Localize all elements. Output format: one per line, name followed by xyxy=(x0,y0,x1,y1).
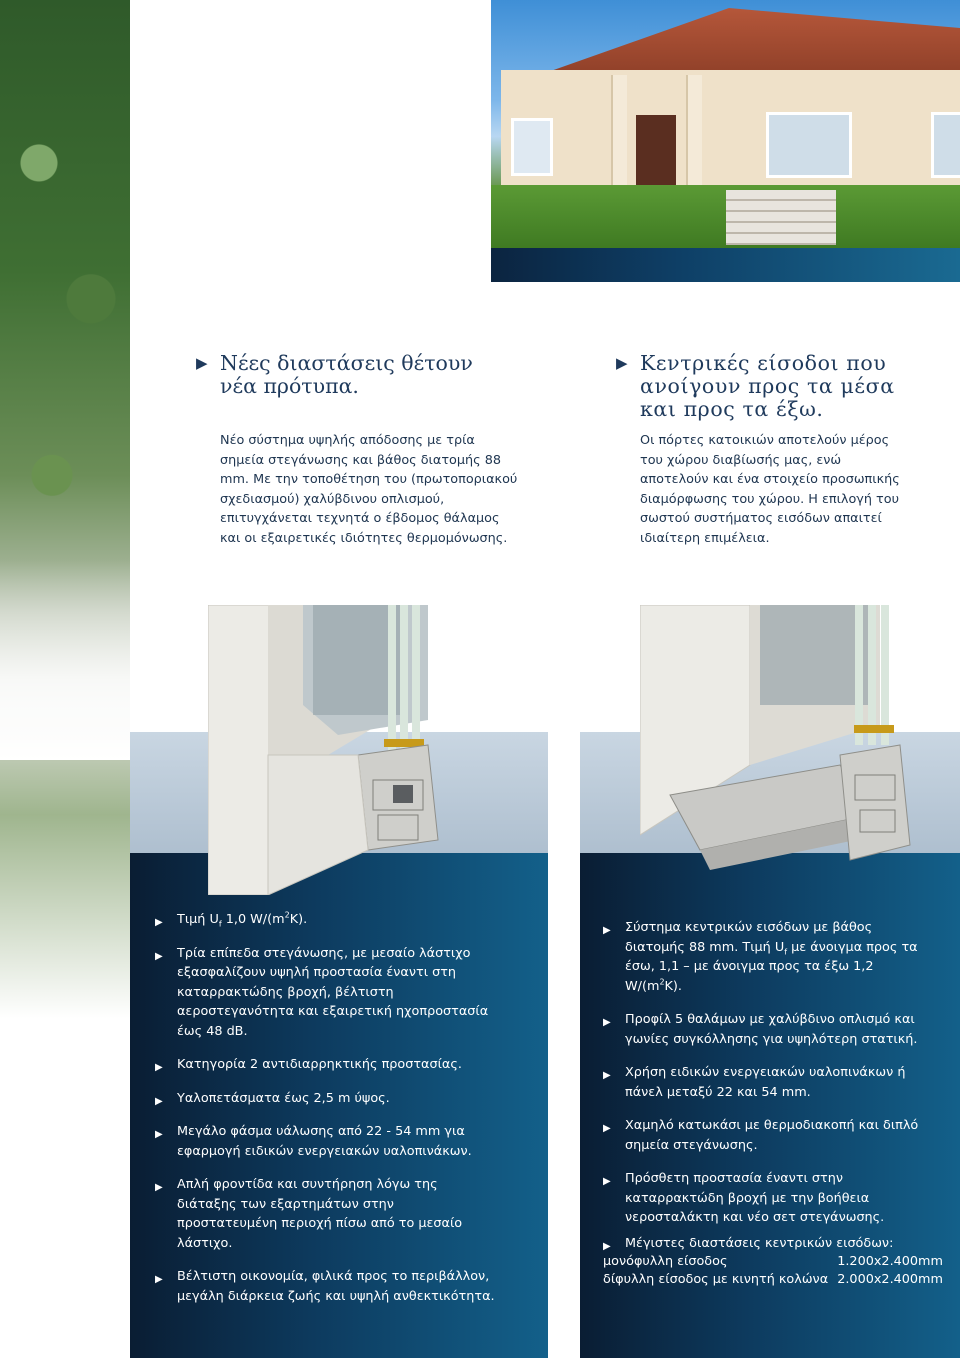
triangle-right-icon: ▶ xyxy=(155,950,163,962)
triangle-right-icon: ▶ xyxy=(603,1241,611,1252)
list-item: ▶ Βέλτιστη οικονομία, φιλικά προς το περιβάλλον, μεγάλη διάρκεια ζωής και υψηλή ανθεκτικότητα. xyxy=(155,1269,495,1304)
dimension-row: δίφυλλη είσοδος με κινητή κολώνα 2.000x2.400mm xyxy=(603,1272,943,1287)
list-item: ▶ Σύστημα κεντρικών εισόδων με βάθος διατομής 88 mm. Τιμή $U_f$ με άνοιγμα προς τα έσω, 1,1 – με άνοιγμα προς τα έξω 1,2 $W/(m^2K)$. xyxy=(603,920,918,994)
dimension-row: μονόφυλλη είσοδος 1.200x2.400mm xyxy=(603,1254,943,1269)
triangle-right-icon: ▶ xyxy=(155,1129,163,1140)
house-roof xyxy=(531,8,960,78)
list-item: ▶ Κατηγορία 2 αντιδιαρρηκτικής προστασίας. xyxy=(155,1055,495,1075)
photo-fade xyxy=(0,560,130,760)
list-item: ▶ Απλή φροντίδα και συντήρηση λόγω της διάταξης των εξαρτημάτων στην προστατευμένη περιοχή πίσω από το μεσαίο λάστιχο. xyxy=(155,1177,463,1251)
triangle-right-icon: ▶ xyxy=(155,917,163,928)
list-item: ▶ Χρήση ειδικών ενεργειακών υαλοπινάκων ή πάνελ μεταξύ 22 και 54 mm. xyxy=(603,1065,906,1100)
left-intro: Νέο σύστημα υψηλής απόδοσης με τρία σημεία στεγάνωσης και βάθος διατομής 88 mm. Με την τοποθέτηση του (πρωτοποριακού σχεδιασμού) χαλύβδινου οπλισμού, επιτυγχάνεται τεχνητά ο έβδομος θάλαμος και οι εξαιρετικές ιδιότητες θερμομόνωσης. xyxy=(220,433,518,546)
triangle-right-icon: ▶ xyxy=(196,354,208,372)
triangle-right-icon: ▶ xyxy=(155,1274,163,1285)
triangle-right-icon: ▶ xyxy=(155,1095,163,1107)
window-profile-image xyxy=(208,605,548,895)
house-facade xyxy=(501,70,960,190)
door-profile-image xyxy=(640,605,960,895)
list-item: ▶ Χαμηλό κατωκάσι με θερμοδιακοπή και διπλό σημεία στεγάνωσης. xyxy=(603,1118,919,1153)
left-heading: Νέες διαστάσεις θέτουν νέα πρότυπα. xyxy=(220,351,473,398)
left-feature-list xyxy=(155,910,495,1320)
door-dimensions xyxy=(603,1235,943,1289)
triangle-right-icon: ▶ xyxy=(155,1182,163,1193)
right-heading-block xyxy=(616,352,926,421)
triangle-right-icon: ▶ xyxy=(616,354,628,372)
list-item: ▶ Πρόσθετη προστασία έναντι στην καταρρακτώδη βροχή με την βοήθεια νεροσταλάκτη και νέο σετ στεγάνωσης. xyxy=(603,1171,885,1225)
left-heading-block xyxy=(196,352,496,398)
list-item: ▶ Μεγάλο φάσμα υάλωσης από 22 - 54 mm για εφαρμογή ειδικών ενεργειακών υαλοπινάκων. xyxy=(155,1124,472,1159)
list-item: ▶ Τιμή $U_f$ 1,0 $W/(m^2K)$. xyxy=(155,910,495,930)
house-steps xyxy=(726,190,836,245)
list-item: ▶ Τρία επίπεδα στεγάνωσης, με μεσαίο λάστιχο εξασφαλίζουν υψηλή προστασία έναντι στη καταρρακτώδης βροχή, βέλτιστη αεροστεγανότητα και εξαιρετική ηχοπροστασία έως 48 dB. xyxy=(155,945,489,1039)
header-blue-bar xyxy=(491,248,960,282)
triangle-right-icon: ▶ xyxy=(155,1062,163,1073)
triangle-right-icon: ▶ xyxy=(603,1017,611,1028)
house-window xyxy=(766,112,852,178)
right-feature-list xyxy=(603,918,933,1242)
right-heading: Κεντρικές είσοδοι που ανοίγουν προς τα μέσα και προς τα έξω. xyxy=(640,351,895,421)
right-intro: Οι πόρτες κατοικιών αποτελούν μέρος του χώρου διαβίωσής μας, ενώ αποτελούν και ένα στοιχείο προσωπικής διαμόρφωσης του χώρου. Η επιλογή του σωστού συστήματος εισόδων απαιτεί ιδιαίτερη επιμέλεια. xyxy=(640,433,900,546)
house-door xyxy=(636,115,676,190)
house-column xyxy=(686,75,702,190)
list-item: ▶ Προφίλ 5 θαλάμων με χαλύβδινο οπλισμό και γωνίες συγκόλλησης για υψηλότερη στατική. xyxy=(603,1012,918,1047)
house-window xyxy=(511,118,553,176)
dimensions-title: ▶ Μέγιστες διαστάσεις κεντρικών εισόδων: xyxy=(603,1235,943,1253)
triangle-right-icon: ▶ xyxy=(603,925,611,936)
house-window xyxy=(931,112,960,178)
triangle-right-icon: ▶ xyxy=(603,1070,611,1081)
triangle-right-icon: ▶ xyxy=(603,1123,611,1134)
house-column xyxy=(611,75,627,190)
list-item: ▶ Υαλοπετάσματα έως 2,5 m ύψος. xyxy=(155,1089,495,1109)
house-photo xyxy=(491,0,960,248)
triangle-right-icon: ▶ xyxy=(603,1176,611,1187)
